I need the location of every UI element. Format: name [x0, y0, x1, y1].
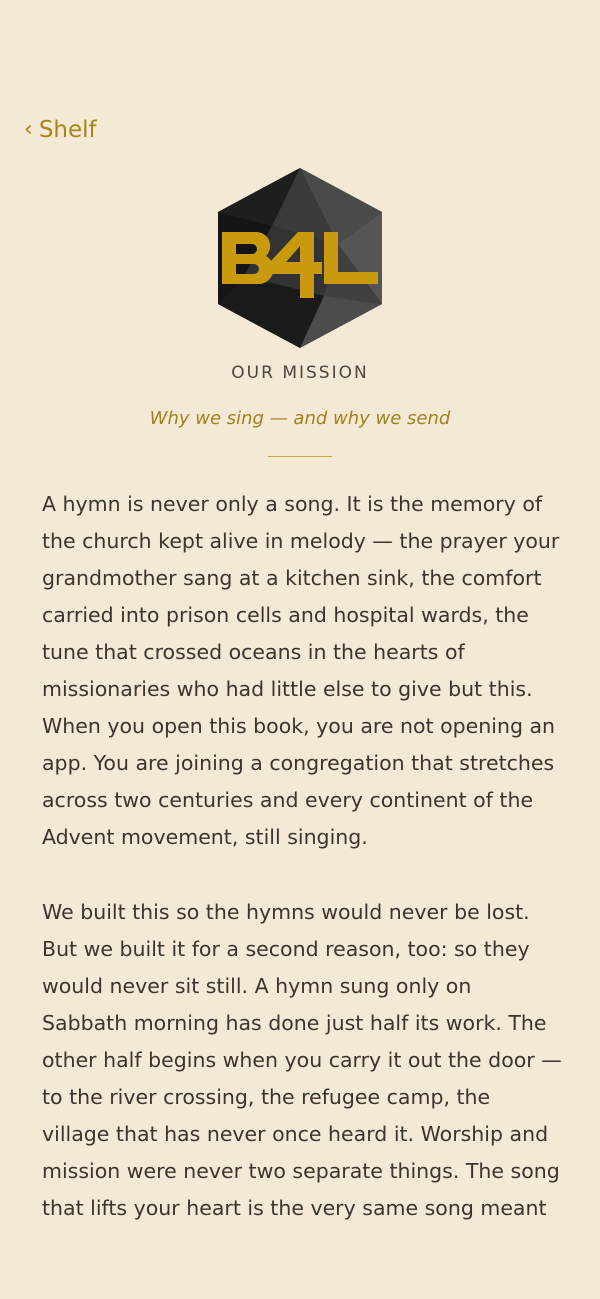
back-to-shelf-link[interactable]	[24, 114, 97, 146]
divider	[268, 456, 332, 457]
back-label: Shelf	[38, 117, 97, 143]
b4l-logo	[214, 166, 386, 350]
paragraph-1: A hymn is never only a song. It is the memory of the church kept alive in melody — the prayer your grandmother sang at a kitchen sink, the comfort carried into prison cells and hospital wards, the tune that crossed oceans in the hearts of missionaries who had little else to give but this. When you open this book, you are not opening an app. You are joining a congregation that stretches across two centuries and every continent of the Advent movement, still singing.	[42, 492, 560, 849]
chevron-left-icon: ‹	[24, 116, 33, 142]
paragraph-2: We built this so the hymns would never be lost. But we built it for a second reason, too: so they would never sit still. A hymn sung only on Sabbath morning has done just half its work. The other half begins when you carry it out the door — to the river crossing, the refugee camp, the village that has never once heard it. Worship and mission were never two separate things. The song that lifts your heart is the very same song meant	[42, 900, 562, 1220]
mission-text	[42, 486, 562, 1248]
section-label: OUR MISSION	[231, 363, 369, 383]
scroll-fade	[0, 1236, 600, 1250]
page-subtitle: Why we sing — and why we send	[149, 408, 451, 429]
